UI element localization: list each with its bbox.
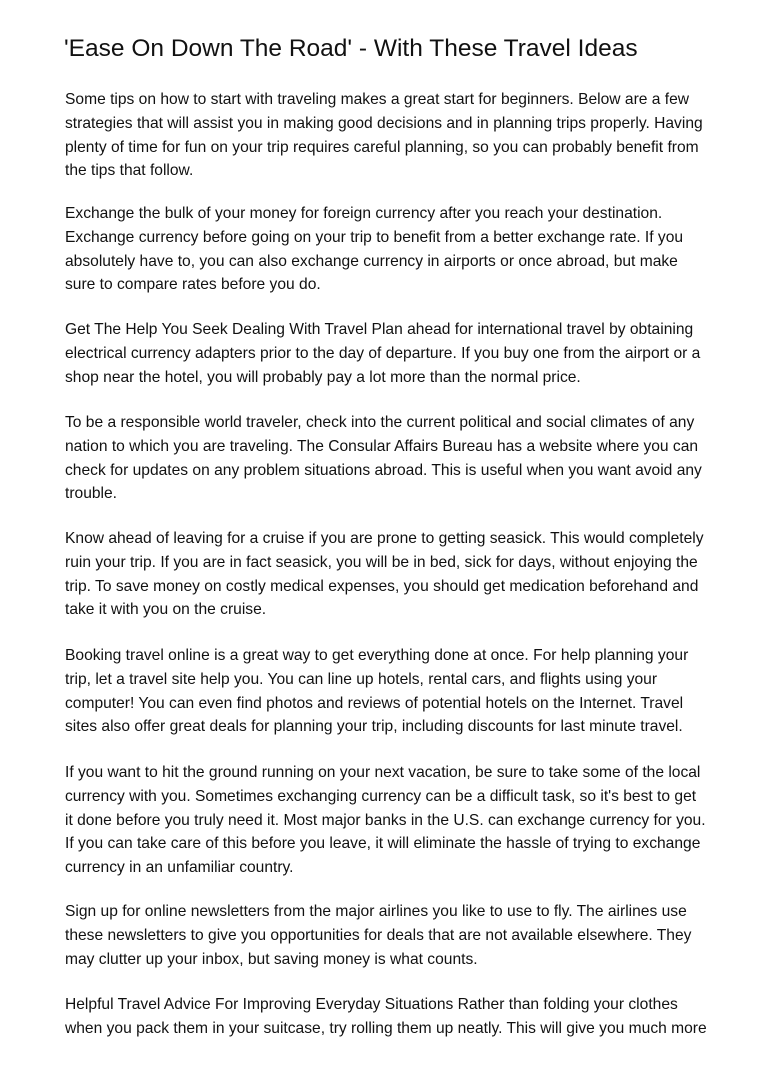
text-line: currency in an unfamiliar country. (65, 859, 294, 877)
text-line: Exchange currency before going on your trip to benefit from a better exchange rate. If you (65, 228, 684, 246)
text-line: trip. To save money on costly medical expenses, you should get medication beforehand and (65, 577, 699, 595)
text-line: Booking travel online is a great way to get everything done at once. For help planning your (65, 647, 689, 664)
paragraph-local-currency (65, 761, 715, 880)
paragraph-packing (65, 993, 715, 1041)
paragraph-exchange-money (65, 202, 715, 297)
paragraph-seasick (65, 527, 715, 622)
text-line: Some tips on how to start with traveling makes a great start for beginners. Below are a few (65, 91, 690, 108)
text-line: these newsletters to give you opportunities for deals that are not available elsewhere. They (65, 926, 692, 944)
text-line: the tips that follow. (65, 162, 194, 180)
text-line: take it with you on the cruise. (65, 601, 267, 619)
text-line: it done before you truly need it. Most major banks in the U.S. can exchange currency for you. (65, 811, 706, 829)
text-line: trouble. (65, 485, 118, 503)
text-line: If you can take care of this before you leave, it will eliminate the hassle of trying to exchange (65, 835, 701, 853)
text-line: check for updates on any problem situations abroad. This is useful when you want avoid any (65, 461, 702, 479)
text-line: To be a responsible world traveler, check into the current political and social climates of any (65, 414, 695, 431)
text-line: currency with you. Sometimes exchanging currency can be a difficult task, so it's best to get (65, 787, 697, 805)
paragraph-intro (65, 88, 715, 183)
text-line: Sign up for online newsletters from the major airlines you like to use to fly. The airlines use (65, 903, 687, 920)
text-line: nation to which you are traveling. The Consular Affairs Bureau has a website where you can (65, 437, 699, 455)
paragraph-adapters (65, 318, 715, 389)
text-line: If you want to hit the ground running on your next vacation, be sure to take some of the local (65, 764, 701, 781)
text-line: plenty of time for fun on your trip requires careful planning, so you can probably benefit from (65, 138, 699, 156)
text-line: ruin your trip. If you are in fact seasick, you will be in bed, sick for days, without enjoying the (65, 553, 698, 571)
page-title: 'Ease On Down The Road' - With These Travel Ideas (64, 35, 638, 62)
text-line: Know ahead of leaving for a cruise if you are prone to getting seasick. This would completely (65, 530, 704, 547)
paragraph-booking-online (65, 644, 715, 739)
text-line: when you pack them in your suitcase, try rolling them up neatly. This will give you much more (65, 1019, 707, 1037)
text-line: shop near the hotel, you will probably pay a lot more than the normal price. (65, 368, 581, 386)
text-line: Exchange the bulk of your money for foreign currency after you reach your destination. (65, 205, 663, 222)
text-line: sites also offer great deals for planning your trip, including discounts for last minute travel. (65, 718, 683, 736)
text-line: absolutely have to, you can also exchange currency in airports or once abroad, but make (65, 252, 678, 270)
text-line: strategies that will assist you in making good decisions and in planning trips properly. Having (65, 114, 703, 132)
text-line: electrical currency adapters prior to the day of departure. If you buy one from the airport or a (65, 344, 701, 362)
text-line: computer! You can even find photos and reviews of potential hotels on the Internet. Travel (65, 694, 684, 712)
text-line: may clutter up your inbox, but saving money is what counts. (65, 950, 478, 968)
text-line: trip, let a travel site help you. You can line up hotels, rental cars, and flights using your (65, 670, 658, 688)
paragraph-responsible-traveler (65, 411, 715, 506)
paragraph-newsletters (65, 900, 715, 971)
text-line: Helpful Travel Advice For Improving Everyday Situations Rather than folding your clothes (65, 996, 678, 1013)
text-line: sure to compare rates before you do. (65, 276, 321, 294)
text-line: Get The Help You Seek Dealing With Travel Plan ahead for international travel by obtaining (65, 321, 694, 338)
